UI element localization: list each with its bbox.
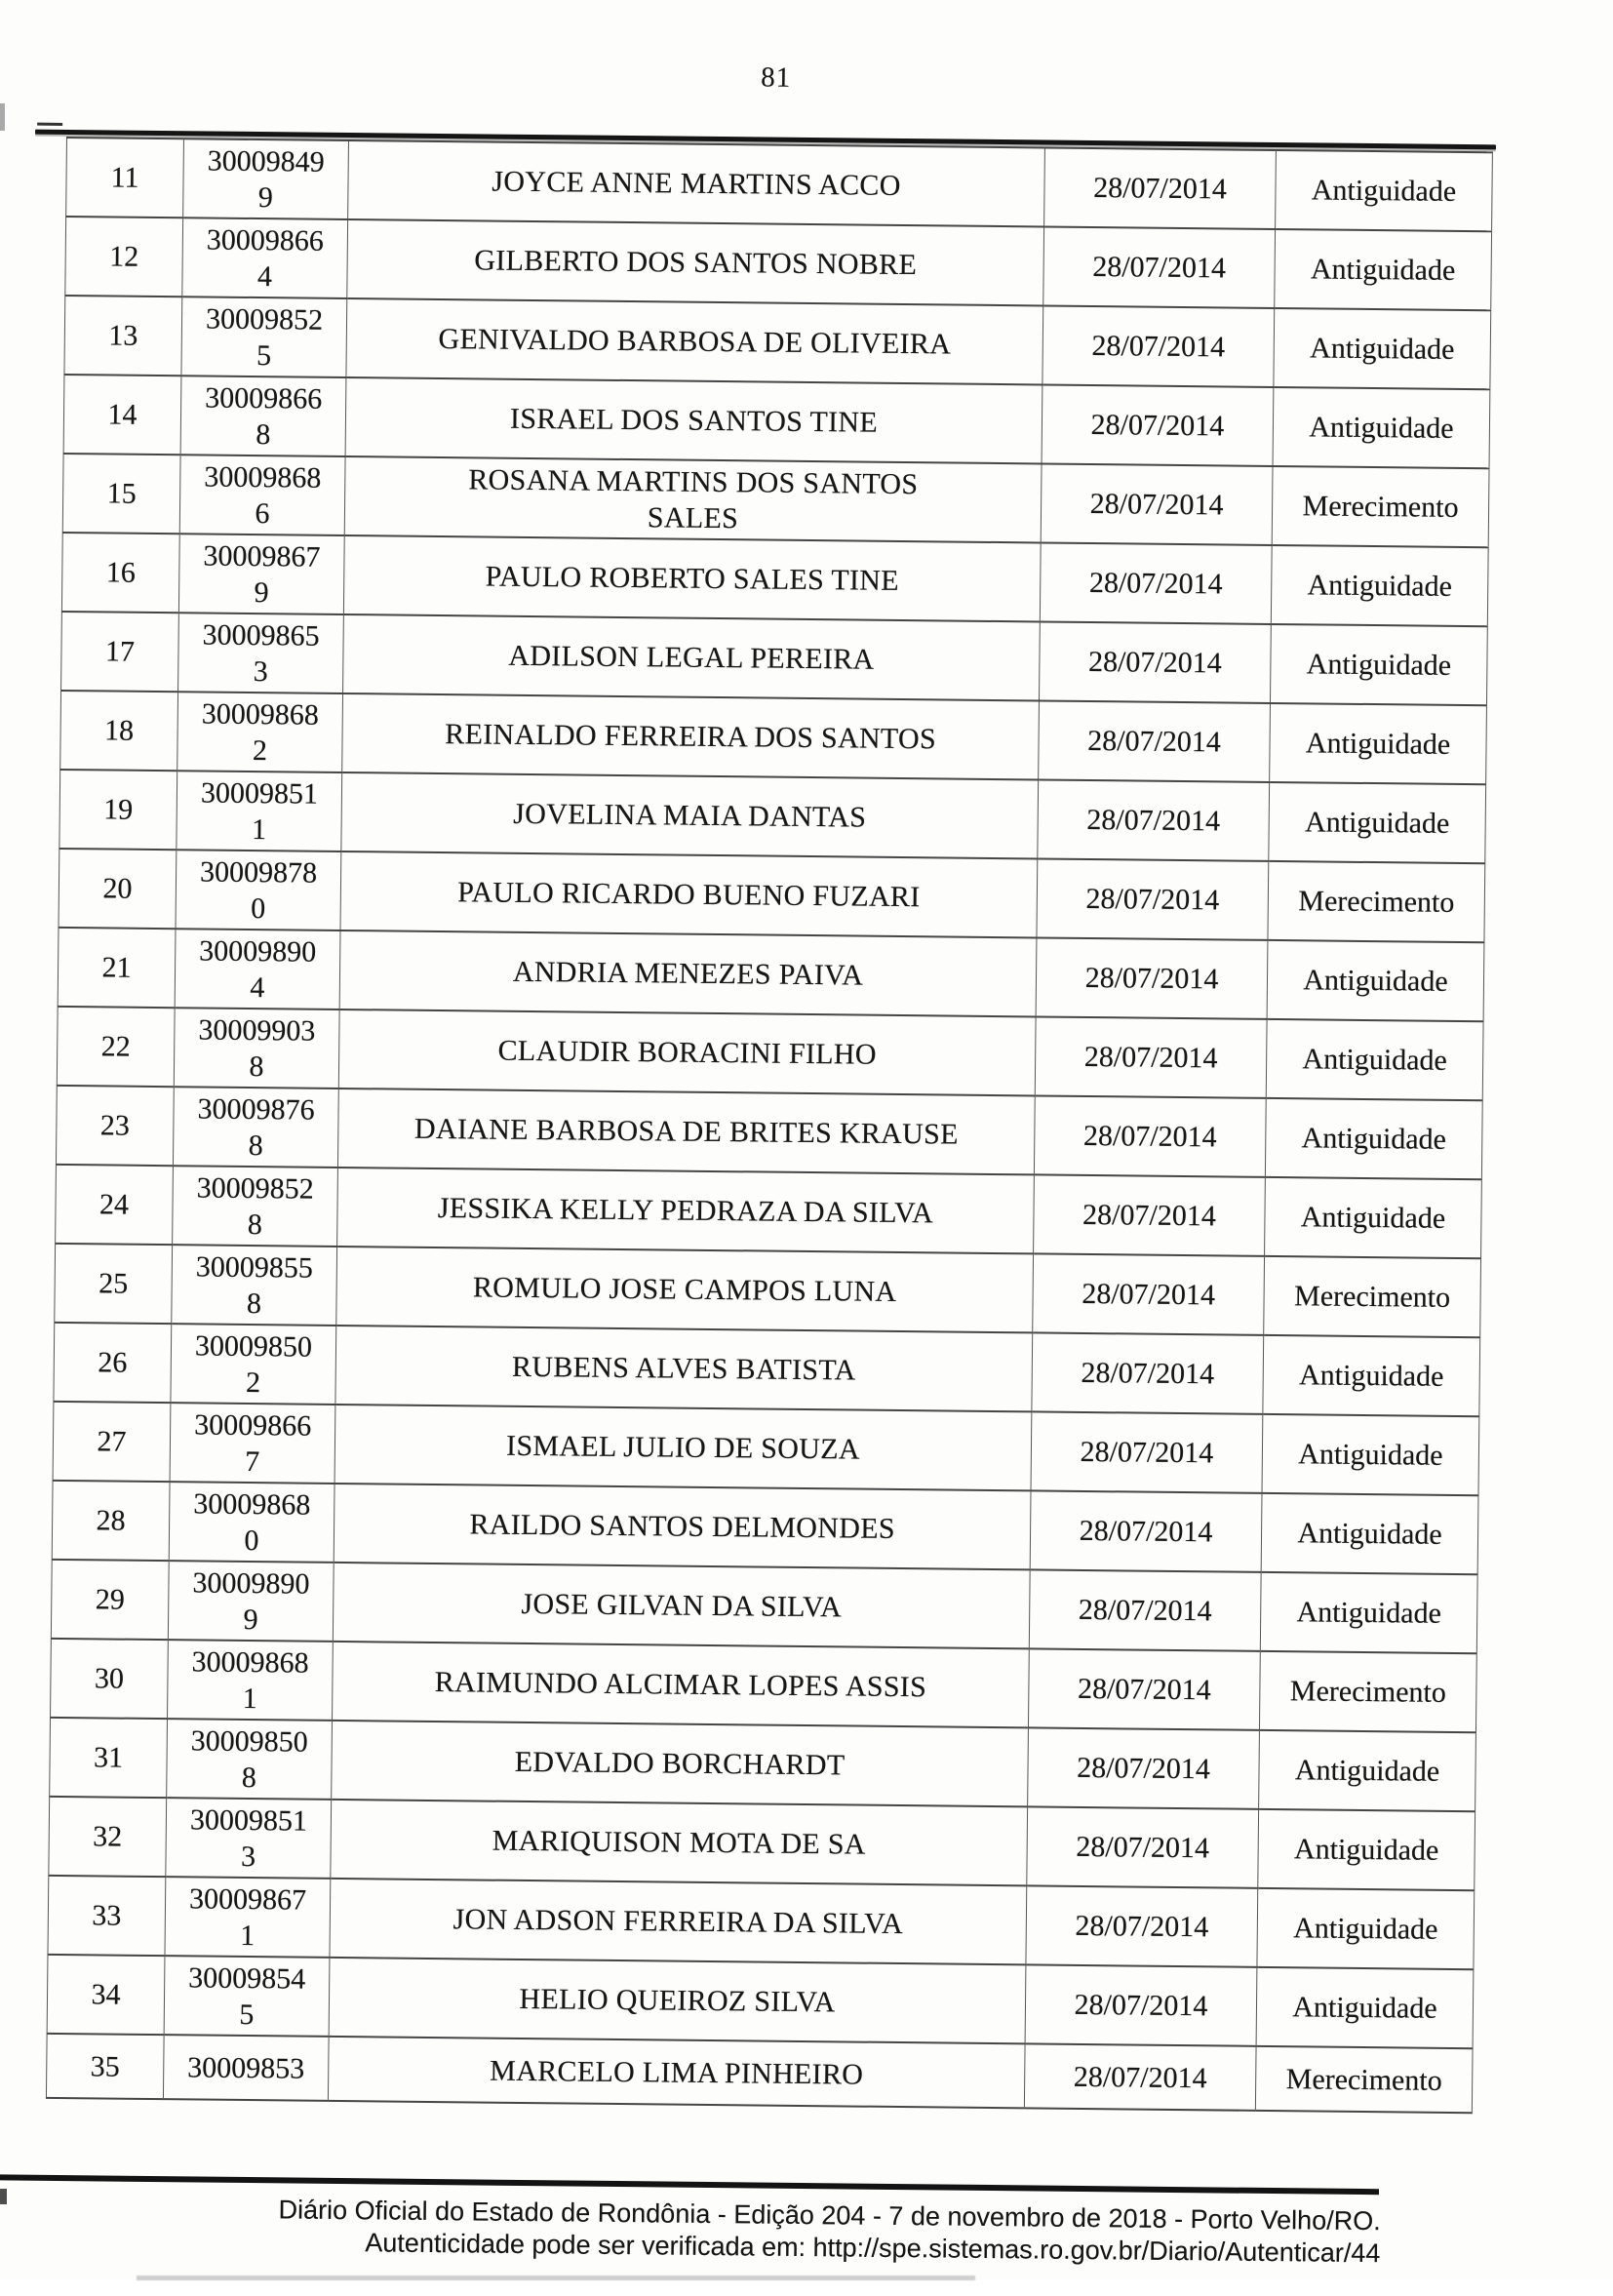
cell-criteria: Merecimento [1259,1651,1476,1732]
table-row [51,1639,1477,1732]
table-row [52,1481,1478,1574]
cell-name: JOVELINA MAIA DANTAS [341,772,1039,858]
cell-name: ISMAEL JULIO DE SOUZA [334,1405,1032,1490]
cell-name: GILBERTO DOS SANTOS NOBRE [347,219,1044,305]
cell-criteria: Antiguidade [1263,1335,1480,1416]
cell-registration: 30009851 3 [166,1798,332,1879]
cell-date: 28/07/2014 [1028,1727,1260,1808]
cell-registration: 30009903 8 [174,1008,339,1089]
cell-position: 14 [63,375,181,455]
cell-position: 13 [64,296,182,376]
cell-registration: 30009855 8 [172,1245,337,1326]
table-row [57,1007,1483,1100]
cell-position: 20 [59,849,177,929]
table-row [53,1402,1479,1495]
cell-name: MARIQUISON MOTA DE SA [331,1800,1028,1885]
cell-name: EDVALDO BORCHARDT [332,1721,1029,1806]
cell-position: 11 [66,138,184,218]
cell-name: ISRAEL DOS SANTOS TINE [345,377,1043,463]
cell-date: 28/07/2014 [1037,858,1269,939]
cell-date: 28/07/2014 [1034,1095,1266,1176]
cell-date: 28/07/2014 [1041,463,1273,544]
cell-position: 23 [56,1086,174,1166]
cell-criteria: Antiguidade [1262,1414,1479,1495]
cell-criteria: Antiguidade [1273,387,1490,468]
table-body [46,138,1492,2113]
cell-registration: 30009866 4 [182,218,348,298]
cell-registration: 30009868 2 [177,692,343,772]
cell-position: 32 [49,1797,167,1877]
cell-date: 28/07/2014 [1038,779,1270,860]
table-row [54,1323,1480,1416]
cell-name: JESSIKA KELLY PEDRAZA DA SILVA [337,1168,1035,1253]
table-row [58,928,1484,1021]
table-row [49,1797,1475,1890]
cell-registration: 30009876 8 [173,1087,338,1168]
cell-criteria: Antiguidade [1269,782,1486,863]
cell-position: 27 [53,1402,171,1482]
cell-date: 28/07/2014 [1028,1648,1260,1729]
table-row [64,296,1491,389]
footer-line-edition: Diário Oficial do Estado de Rondônia - Edição 204 - 7 de novembro de 2018 - Porto Velho/RO. [278,2195,1381,2237]
cell-registration: 30009867 1 [165,1877,331,1958]
cell-position: 30 [51,1639,169,1719]
cell-position: 28 [52,1481,170,1561]
footer-rule [0,2174,1379,2195]
scan-artifact-dash [37,123,62,126]
cell-date: 28/07/2014 [1027,1806,1259,1887]
cell-registration: 30009866 8 [180,376,346,456]
cell-position: 16 [61,533,179,613]
cell-registration: 30009867 9 [178,534,344,614]
scan-artifact-smudge [0,2189,7,2204]
cell-name: JOSE GILVAN DA SILVA [333,1563,1030,1648]
cell-registration: 30009868 6 [179,455,345,535]
table-row [63,375,1490,468]
cell-position: 34 [47,1955,165,2035]
cell-registration: 30009868 1 [168,1640,334,1721]
cell-registration: 30009852 8 [173,1166,338,1247]
cell-position: 21 [58,928,176,1008]
cell-criteria: Antiguidade [1267,940,1484,1021]
cell-position: 33 [48,1876,166,1956]
cell-criteria: Antiguidade [1266,1019,1483,1100]
table-row [65,217,1492,310]
cell-registration: 30009890 4 [175,929,340,1009]
table-row [59,770,1486,863]
scan-artifact-bottom-band [137,2276,975,2280]
cell-criteria: Antiguidade [1260,1572,1477,1653]
cell-criteria: Antiguidade [1265,1098,1482,1179]
cell-name: JON ADSON FERREIRA DA SILVA [330,1879,1027,1964]
cell-position: 29 [51,1560,169,1640]
cell-registration: 30009853 [163,2035,329,2101]
cell-name: RAIMUNDO ALCIMAR LOPES ASSIS [333,1642,1030,1727]
cell-position: 19 [59,770,177,850]
cell-name: HELIO QUEIROZ SILVA [329,1958,1026,2043]
cell-date: 28/07/2014 [1031,1411,1263,1492]
cell-date: 28/07/2014 [1030,1490,1262,1571]
table-row [60,691,1487,784]
cell-date: 28/07/2014 [1039,621,1271,702]
table-row [59,849,1485,942]
cell-date: 28/07/2014 [1033,1253,1265,1334]
cell-criteria: Antiguidade [1270,624,1487,705]
cell-registration: 30009878 0 [176,850,341,930]
cell-name: JOYCE ANNE MARTINS ACCO [348,140,1045,226]
cell-name: PAULO ROBERTO SALES TINE [343,535,1041,621]
cell-registration: 30009850 8 [167,1719,333,1800]
cell-position: 35 [46,2034,164,2099]
cell-criteria: Antiguidade [1275,229,1492,310]
cell-position: 18 [60,691,178,771]
cell-criteria: Merecimento [1272,466,1489,547]
cell-date: 28/07/2014 [1039,700,1271,781]
cell-criteria: Antiguidade [1258,1809,1475,1890]
table-row [61,612,1488,705]
cell-position: 26 [54,1323,172,1403]
cell-date: 28/07/2014 [1042,384,1274,465]
cell-position: 15 [62,454,180,534]
cell-name: ADILSON LEGAL PEREIRA [343,614,1041,700]
cell-date: 28/07/2014 [1025,1964,1257,2045]
cell-name: ROMULO JOSE CAMPOS LUNA [336,1247,1034,1332]
cell-criteria: Merecimento [1255,2046,1473,2113]
cell-position: 24 [56,1165,174,1245]
cell-name: DAIANE BARBOSA DE BRITES KRAUSE [337,1089,1035,1174]
table-row [48,1876,1475,1969]
table-row [61,533,1488,626]
cell-date: 28/07/2014 [1034,1174,1266,1255]
cell-name: ANDRIA MENEZES PAIVA [339,930,1037,1016]
cell-registration: 30009851 1 [177,771,342,851]
table-row [51,1560,1477,1653]
cell-name: ROSANA MARTINS DOS SANTOS SALES [344,456,1042,542]
cell-criteria: Antiguidade [1270,703,1487,784]
cell-name: GENIVALDO BARBOSA DE OLIVEIRA [346,298,1043,384]
page-number: 81 [761,61,792,94]
cell-position: 25 [55,1244,173,1324]
table-row [66,138,1493,231]
cell-date: 28/07/2014 [1035,1016,1267,1097]
cell-registration: 30009849 9 [183,139,349,219]
table-row [56,1165,1482,1258]
cell-criteria: Antiguidade [1261,1493,1478,1574]
scan-artifact-smudge [0,103,5,131]
cell-criteria: Antiguidade [1257,1888,1475,1969]
cell-date: 28/07/2014 [1026,1885,1258,1966]
cell-registration: 30009865 3 [178,613,344,693]
cell-date: 28/07/2014 [1029,1569,1261,1650]
cell-criteria: Antiguidade [1271,545,1488,626]
cell-position: 31 [50,1718,168,1798]
cell-date: 28/07/2014 [1024,2043,1256,2110]
cell-name: CLAUDIR BORACINI FILHO [338,1009,1036,1095]
table-row [47,1955,1474,2048]
cell-date: 28/07/2014 [1043,226,1276,307]
cell-registration: 30009852 5 [181,297,347,377]
cell-date: 28/07/2014 [1044,147,1277,228]
cell-criteria: Antiguidade [1276,150,1493,231]
cell-registration: 30009868 0 [169,1482,334,1563]
cell-date: 28/07/2014 [1040,542,1272,623]
cell-criteria: Antiguidade [1274,308,1491,389]
cell-criteria: Antiguidade [1259,1730,1476,1811]
cell-name: RAILDO SANTOS DELMONDES [334,1484,1031,1569]
table-row [46,2034,1473,2113]
cell-registration: 30009850 2 [171,1324,336,1405]
cell-criteria: Antiguidade [1265,1177,1482,1258]
table-row [55,1244,1481,1337]
table-row [56,1086,1482,1179]
cell-date: 28/07/2014 [1036,937,1268,1018]
footer-line-authenticity: Autenticidade pode ser verificada em: http://spe.sistemas.ro.gov.br/Diario/Autenticar/44 [365,2228,1381,2269]
promotion-list-table [46,137,1493,2114]
table-row [62,454,1489,547]
cell-date: 28/07/2014 [1032,1332,1264,1413]
cell-name: RUBENS ALVES BATISTA [335,1326,1033,1411]
cell-criteria: Antiguidade [1256,1967,1474,2048]
cell-registration: 30009890 9 [168,1561,334,1642]
cell-position: 17 [61,612,179,692]
cell-date: 28/07/2014 [1043,305,1275,386]
cell-name: MARCELO LIMA PINHEIRO [328,2037,1025,2108]
cell-position: 12 [65,217,183,297]
cell-name: PAULO RICARDO BUENO FUZARI [340,851,1038,937]
footer [278,2194,1381,2270]
cell-registration: 30009854 5 [164,1956,330,2037]
cell-position: 22 [57,1007,175,1087]
cell-criteria: Merecimento [1268,861,1485,942]
cell-name: REINALDO FERREIRA DOS SANTOS [342,693,1040,779]
table-row [50,1718,1476,1811]
cell-criteria: Merecimento [1264,1256,1481,1337]
cell-registration: 30009866 7 [170,1403,335,1484]
